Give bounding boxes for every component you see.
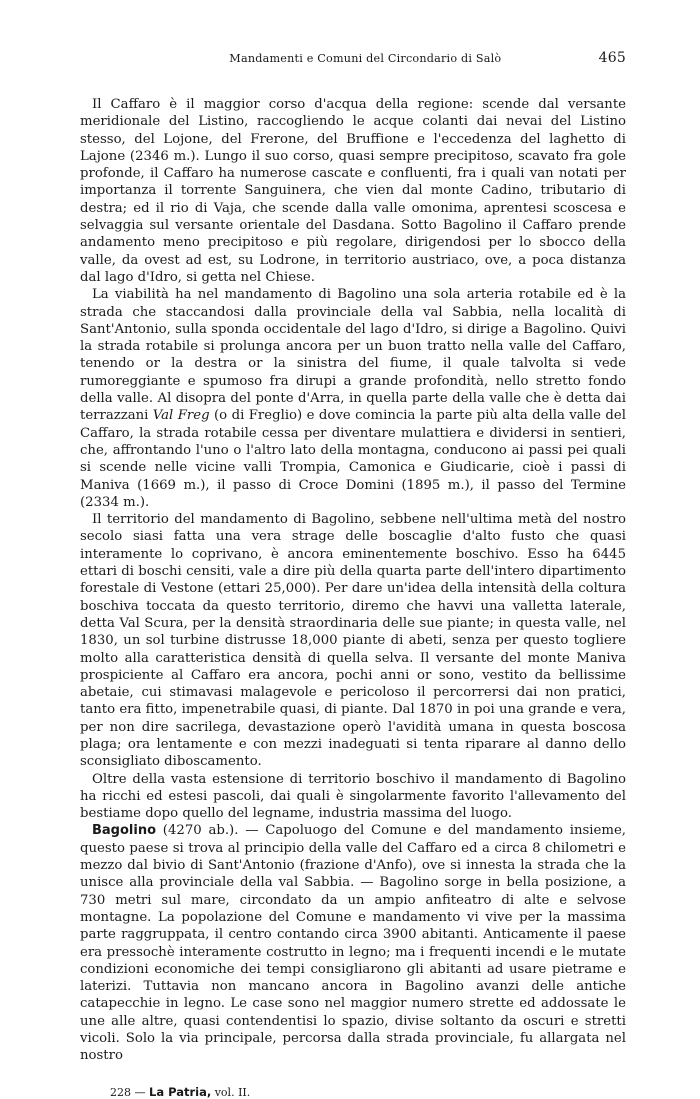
running-title: Mandamenti e Comuni del Circondario di Salò <box>229 52 502 65</box>
paragraph-text: (o di Freglio) e dove comincia la parte più alta della valle del Caffaro, la strada rotabile cessa per diventare mulattiera e dividersi in sentieri, che, affrontando l'uno o l'altro lato della montagna, conducono ai passi pei quali si scende nelle vicine valli Trompia, Camonica e Giudicarie, cioè i passi di Maniva (1669 m.), il passo di Croce Domini (1895 m.), il passo del Termine (2334 m.). <box>80 408 626 510</box>
book-page <box>80 50 626 1099</box>
paragraph-caffaro: Il Caffaro è il maggior corso d'acqua della regione: scende dal versante meridionale del Listino, raccogliendo le acque colanti dai nevai del Listino stesso, del Lojone, del Frerone, del Bruffione e l'eccedenza del laghetto di Lajone (2346 m.). Lungo il suo corso, quasi sempre precipitoso, scavato fra gole profonde, il Caffaro ha numerose cascate e confluenti, fra i quali van notati per importanza il torrente Sanguinera, che vien dal monte Cadino, tributario di destra; ed il rio di Vaja, che scende dalla valle omonima, aprentesi scoscesa e selvaggia sul versante orientale del Dasdana. Sotto Bagolino il Caffaro prende andamento meno precipitoso e più regolare, dirigendosi per lo sbocco della valle, da ovest ad est, su Lodrone, in territorio austriaco, ove, a poca distanza dal lago d'Idro, si getta nel Chiese. <box>80 97 626 285</box>
work-title: La Patria, <box>149 1084 212 1099</box>
paragraph-bagolino <box>80 822 626 1064</box>
page-number: 465 <box>598 50 626 66</box>
paragraph-text: La viabilità ha nel mandamento di Bagolino una sola arteria rotabile ed è la strada che staccandosi dalla provinciale della val Sabbia, nella località di Sant'Antonio, sulla sponda occidentale del lago d'Idro, si dirige a Bagolino. Quivi la strada rotabile si prolunga ancora per un buon tratto nella valle del Caffaro, tenendo or la destra or la sinistra del fiume, il quale talvolta si vede rumoreggiante e spumoso fra dirupi a grande profondità, nello stretto fondo della valle. Al disopra del ponte d'Arra, in quella parte della valle che è detta dai terrazzani <box>80 287 626 424</box>
signature-line <box>80 1085 626 1099</box>
paragraph-viabilita <box>80 286 626 511</box>
running-head <box>80 50 626 72</box>
italic-place-name: Val Freg <box>152 408 210 424</box>
body-text <box>80 96 626 1065</box>
paragraph-pascoli: Oltre della vasta estensione di territorio boschivo il mandamento di Bagolino ha ricchi ed estesi pascoli, dai quali è singolarmente favorito l'allevamento del bestiame dopo quello del legname, industria massima del luogo. <box>80 771 626 822</box>
signature-number: 228 — <box>110 1085 146 1099</box>
entry-heading: Bagolino <box>92 823 157 839</box>
volume-label: vol. II. <box>214 1085 251 1099</box>
paragraph-text: (4270 ab.). — Capoluogo del Comune e del mandamento insieme, questo paese si trova al principio della valle del Caffaro ed a circa 8 chilometri e mezzo dal bivio di Sant'Antonio (frazione d'Anfo), ove si innesta la strada che la unisce alla provinciale della val Sabbia. — Bagolino sorge in bella posizione, a 730 metri sul mare, circondato da un ampio anfiteatro di alte e selvose montagne. La popolazione del Comune e mandamento vi vive per la massima parte raggruppata, il centro contando circa 3900 abitanti. Anticamente il paese era pressochè interamente costrutto in legno; ma i frequenti incendi e le mutate condizioni economiche dei tempi consigliarono gli abitanti ad usare pietrame e laterizi. Tuttavia non mancano ancora in Bagolino avanzi delle antiche catapecchie in legno. Le case sono nel maggior numero strette ed addossate le une alle altre, quasi contendentisi lo spazio, divise soltanto da oscuri e stretti vicoli. Solo la via principale, percorsa dalla strada provinciale, fu allargata nel nostro <box>80 823 626 1064</box>
paragraph-territorio: Il territorio del mandamento di Bagolino, sebbene nell'ultima metà del nostro secolo siasi fatta una vera strage delle boscaglie d'alto fusto che quasi interamente lo coprivano, è ancora eminentemente boschivo. Esso ha 6445 ettari di boschi censiti, vale a dire più della quarta parte dell'intero dipartimento forestale di Vestone (ettari 25,000). Per dare un'idea della intensità della coltura boschiva toccata da questo territorio, diremo che havvi una valletta laterale, detta Val Scura, per la densità straordinaria delle sue piante; in questa valle, nel 1830, un sol turbine distrusse 18,000 piante di abeti, senza per questo togliere molto alla caratteristica densità di quella selva. Il versante del monte Maniva prospiciente al Caffaro era ancora, pochi anni or sono, vestito da bellissime abetaie, cui stimavasi malagevole e pericoloso il percorrersi dai non pratici, tanto era fitto, impenetrabile quasi, di piante. Dal 1870 in poi una grande e vera, per non dire sacrilega, devastazione operò l'avidità umana in questa boscosa plaga; ora lentamente e con mezzi inadeguati si tenta riparare al danno dello sconsigliato diboscamento. <box>80 512 626 770</box>
